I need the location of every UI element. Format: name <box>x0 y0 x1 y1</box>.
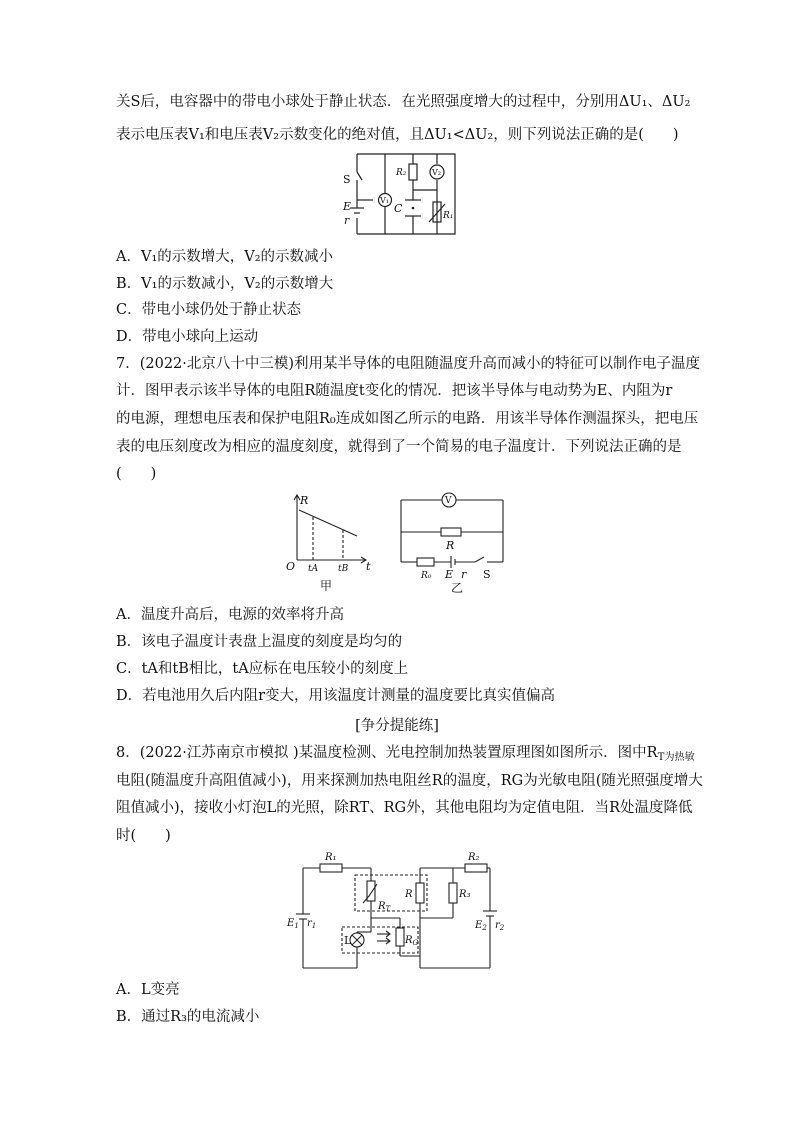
q8-circuit <box>285 848 510 973</box>
q6-line2: 表示电压表V₁和电压表V₂示数变化的绝对值，且ΔU₁<ΔU₂，则下列说法正确的是( ) <box>116 127 679 143</box>
q8-option-b: B．通过R₃的电流减小 <box>116 1009 260 1025</box>
q7-graph-R: R <box>300 494 309 507</box>
q6-label-R2: R₂ <box>396 168 407 178</box>
q8-label-R3: R₃ <box>459 889 471 900</box>
q6-label-V2: V₂ <box>432 168 441 177</box>
q8-line1: 8．(2022·江苏南京市模拟 )某温度检测、光电控制加热装置原理图如图所示．图中$R_{T为热敏}$ <box>116 745 695 763</box>
q8-line4: 时( ) <box>116 828 171 844</box>
q7-line5: ( ) <box>116 466 157 482</box>
q7-line4: 表的电压刻度改为相应的温度刻度，就得到了一个简易的电子温度计．下列说法正确的是 <box>116 439 682 455</box>
q8-label-L: L <box>344 934 352 947</box>
q6-option-a: A．V₁的示数增大，V₂的示数减小 <box>116 249 334 265</box>
q7-circuit <box>395 490 510 595</box>
q8-label-R1: R₁ <box>325 852 337 863</box>
q6-option-c: C．带电小球仍处于静止状态 <box>116 302 302 318</box>
q7-circuit-E: E <box>445 568 454 581</box>
q7-line3: 的电源，理想电压表和保护电阻R₀连成如图乙所示的电路．用该半导体作测温探头，把电压 <box>116 411 699 427</box>
q6-label-R1: R₁ <box>443 211 454 221</box>
q7-circuit-V: V <box>445 496 452 506</box>
q6-label-C: C <box>394 202 403 215</box>
q7-graph-t: t <box>366 560 371 573</box>
q6-label-S: S <box>343 173 351 186</box>
q7-circuit-r: r <box>461 568 467 581</box>
q8-line3: 阻值减小)，接收小灯泡L的光照，除RT、RG外，其他电阻均为定值电阻．当R处温度降低 <box>116 800 693 816</box>
q6-line1: 关S后，电容器中的带电小球处于静止状态．在光照强度增大的过程中，分别用ΔU₁、ΔU₂ <box>116 94 691 110</box>
q8-label-RG: $R_G$ <box>405 935 419 947</box>
q8-option-a: A．L变亮 <box>116 982 180 998</box>
q6-label-r: r <box>344 214 350 227</box>
q6-label-E: E <box>343 200 352 213</box>
q7-circuit-R: R <box>446 539 455 552</box>
q8-label-r1: $r_1$ <box>307 918 317 930</box>
q7-line1: 7．(2022·北京八十中三模)利用某半导体的电阻随温度升高而减小的特征可以制作电子温度 <box>116 356 701 372</box>
q7-option-c: C．tA和tB相比，tA应标在电压较小的刻度上 <box>116 661 409 677</box>
q7-graph-caption: 甲 <box>320 579 333 593</box>
q8-label-R2: R₂ <box>468 852 480 863</box>
q7-circuit-caption: 乙 <box>451 581 464 595</box>
q8-label-R: R <box>405 889 413 900</box>
q8-line2: 电阻(随温度升高阻值减小)，用来探测加热电阻丝R的温度，RG为光敏电阻(随光照强度增大 <box>116 773 703 789</box>
q8-label-RT: $R_T$ <box>378 901 391 913</box>
q7-graph-O: O <box>286 560 296 573</box>
q7-option-a: A．温度升高后，电源的效率将升高 <box>116 607 344 623</box>
q6-label-V1: V₁ <box>380 196 389 205</box>
q8-label-r2: $r_2$ <box>495 920 505 932</box>
q6-option-b: B．V₁的示数减小，V₂的示数增大 <box>116 276 334 292</box>
q7-option-b: B．该电子温度计表盘上温度的刻度是均匀的 <box>116 634 403 650</box>
q7-graph <box>285 490 385 595</box>
q8-label-E1: $E_1$ <box>287 918 299 930</box>
q7-option-d: D．若电池用久后内阻r变大，用该温度计测量的温度要比真实值偏高 <box>116 688 556 704</box>
q6-option-d: D．带电小球向上运动 <box>116 329 259 345</box>
q7-graph-tB: tB <box>338 564 349 574</box>
q7-circuit-S: S <box>483 568 491 581</box>
q7-circuit-R0: R₀ <box>421 571 432 581</box>
q7-graph-tA: tA <box>308 564 319 574</box>
q7-line2: 计．图甲表示该半导体的电阻R随温度t变化的情况．把该半导体与电动势为E、内阻为r <box>116 383 673 399</box>
q8-label-E2: $E_2$ <box>475 920 487 932</box>
q6-circuit <box>335 150 475 240</box>
section-title: [争分提能练] <box>355 718 439 734</box>
